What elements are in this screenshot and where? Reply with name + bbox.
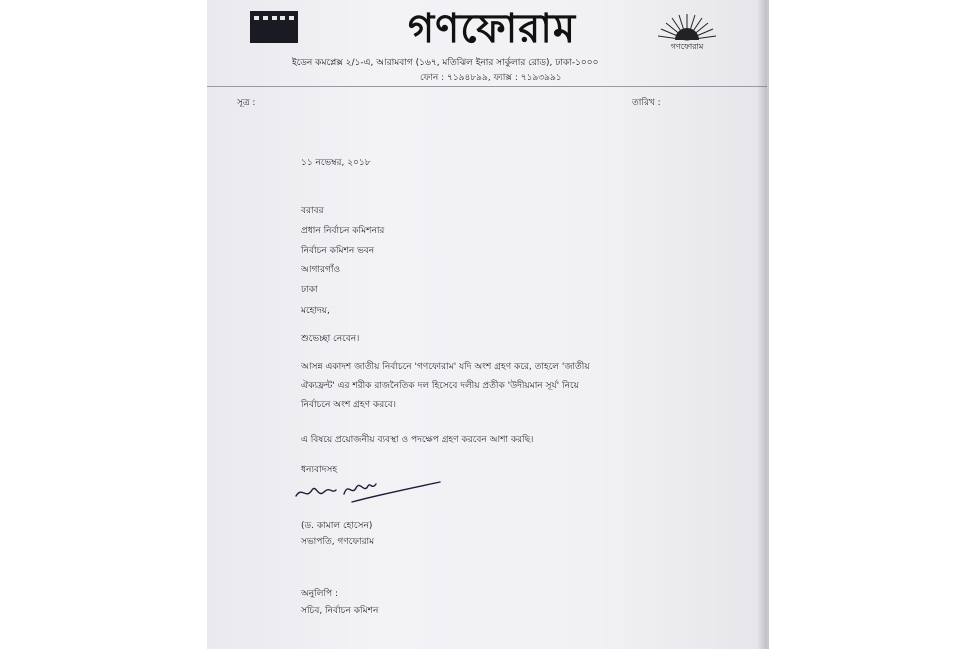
recipient-line: নির্বাচন কমিশন ভবন — [301, 246, 375, 256]
letter-date: ১১ নভেম্বর, ২০১৮ — [301, 158, 371, 168]
date-label: তারিখ : — [632, 98, 661, 108]
signer-name: (ড. কামাল হোসেন) — [301, 521, 373, 531]
request-line: এ বিষয়ে প্রয়োজনীয় ব্যবস্থা ও পদক্ষেপ গ্রহণ করবেন আশা করছি। — [301, 435, 534, 445]
closing: ধন্যবাদসহ — [301, 465, 338, 475]
reference-label: সূত্র : — [237, 98, 256, 108]
body-line: আসন্ন একাদশ জাতীয় নির্বাচনে 'গণফোরাম' যদি অংশ গ্রহণ করে, তাহলে 'জাতীয় — [301, 362, 590, 372]
header-divider — [207, 86, 767, 87]
recipient-line: বরাবর — [301, 206, 324, 216]
org-title: গণফোরাম — [407, 5, 577, 52]
body-line: ঐক্যফ্রন্ট' এর শরীক রাজনৈতিক দল হিসেবে দলীয় প্রতীক 'উদীয়মান সূর্য' নিয়ে — [301, 381, 579, 391]
recipient-line: প্রধান নির্বাচন কমিশনার — [301, 226, 385, 236]
cc-recipient: সচিব, নির্বাচন কমিশন — [301, 606, 379, 616]
greeting: শুভেচ্ছা নেবেন। — [301, 334, 360, 344]
signer-title: সভাপতি, গণফোরাম — [301, 537, 375, 547]
letterhead-address: ইডেন কমপ্লেক্স ২/১-এ, আরামবাগ (১৬৭, মতিঝিল ইনার সার্কুলার রোড), ঢাকা-১০০০ — [292, 58, 599, 68]
recipient-line: আগারগাঁও — [301, 265, 341, 275]
body-line: নির্বাচনে অংশ গ্রহণ করবে। — [301, 400, 396, 410]
recipient-line: ঢাকা — [301, 285, 318, 295]
letter-page — [207, 0, 767, 649]
cc-label: অনুলিপি : — [301, 589, 339, 599]
page-edge-shadow — [757, 0, 769, 649]
logo-label: গণফোরাম — [670, 42, 704, 51]
handwritten-signature — [292, 472, 442, 506]
letterhead-contact: ফোন : ৭১৯৪৮৯৯, ফ্যাক্স : ৭১৯৩৯৯১ — [420, 73, 562, 83]
party-flag-logo — [250, 11, 298, 43]
salutation: মহোদয়, — [301, 306, 330, 316]
